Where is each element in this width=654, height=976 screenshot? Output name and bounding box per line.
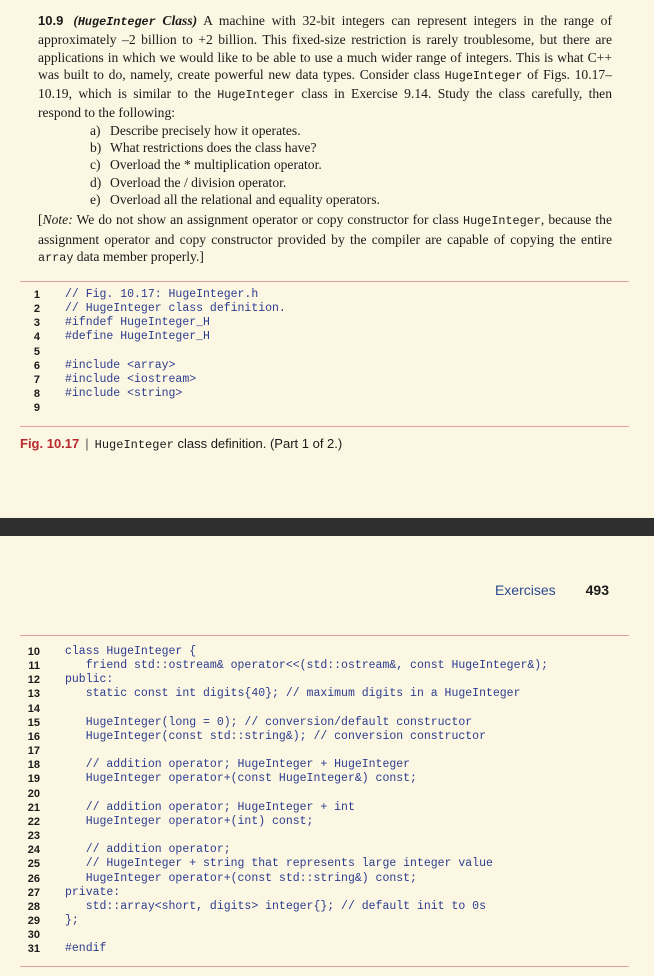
code-text: std::array<short, digits> integer{}; // default init to 0s [65,899,486,913]
figure-caption [20,436,342,452]
line-number: 13 [27,688,40,701]
line-number: 21 [27,801,40,814]
question-item [90,191,612,208]
question-text: Describe precisely how it operates. [110,122,301,138]
class-ref-2: HugeInteger [217,88,296,103]
line-number: 22 [27,815,40,828]
note-text-b: , because the assignment operator and copy constructor provided by the compiler are capable of copying the entire [38,212,612,247]
code-text: private: [65,885,121,899]
question-letter: b) [90,140,102,156]
note-class: HugeInteger [463,214,541,229]
exercise-note: [Note: We do not show an assignment operator or copy constructor for class HugeInteger, because the assignment operator and copy constructor provided by the compiler are capable of copying the entire array data member properly.] [38,212,612,265]
code-line [20,659,629,673]
line-number: 28 [27,900,40,913]
note-text-a: We do not show an assignment operator or copy constructor for class [72,212,463,228]
code-line [20,857,629,871]
code-text: HugeInteger operator+(int) const; [65,814,314,828]
exercise-intro [38,12,612,122]
code-line [20,373,629,387]
line-number: 16 [27,730,40,743]
code-text: class HugeInteger { [65,645,197,658]
code-line [20,288,629,302]
line-number: 19 [27,773,40,786]
code-line [20,345,629,359]
code-text: HugeInteger operator+(const HugeInteger&) const; [65,772,417,786]
code-line [20,928,629,942]
code-line [20,302,629,316]
question-letter: c) [90,157,101,173]
code-text: HugeInteger(long = 0); // conversion/default constructor [65,715,473,729]
note-text-c: data member properly.] [73,248,204,264]
code-line [20,730,629,744]
question-item [90,174,612,191]
code-text: HugeInteger(const std::string&); // conversion constructor [65,729,486,743]
code-rule-bottom-2 [20,966,629,967]
code-line [20,829,629,843]
line-number: 25 [27,858,40,871]
page-divider [0,518,654,536]
line-number: 2 [33,303,40,316]
running-head [495,582,609,600]
intro-text-b: of Figs. 10.17–10.19, which is similar to the [38,66,612,102]
line-number: 24 [27,844,40,857]
line-number: 23 [27,830,40,843]
code-line [20,401,629,415]
code-text: // addition operator; HugeInteger + int [65,800,355,814]
code-text: friend std::ostream& operator<<(std::ostream&, const HugeInteger&); [65,659,549,673]
line-number: 27 [27,886,40,899]
code-text: #include <string> [65,387,183,401]
section-name: Exercises [494,582,556,598]
code-line [20,942,629,956]
code-text: public: [65,673,114,687]
code-listing-part1 [20,288,629,415]
code-line [20,702,629,716]
line-number: 4 [33,331,40,344]
code-rule-bottom [20,426,629,427]
line-number: 7 [33,373,40,386]
code-line [20,673,629,687]
code-text: // addition operator; [65,843,231,857]
question-letter: e) [90,191,101,207]
code-text: // HugeInteger class definition. [65,302,286,316]
question-item [90,122,612,139]
code-line [20,772,629,786]
question-text: What restrictions does the class have? [110,140,317,156]
code-line [20,359,629,373]
caption-class: HugeInteger [94,438,174,452]
code-line [20,316,629,330]
code-text: #ifndef HugeInteger_H [65,316,210,330]
code-line [20,716,629,730]
code-text: // addition operator; HugeInteger + HugeInteger [65,758,411,772]
intro-text-c: class in Exercise 9.14. Study the class carefully, then respond to the following: [38,86,612,121]
question-text: Overload the * multiplication operator. [110,157,322,173]
line-number: 29 [27,914,40,927]
question-list [38,122,612,208]
code-line [20,645,629,659]
code-text: static const int digits{40}; // maximum digits in a HugeInteger [65,687,521,701]
code-text: #include <array> [65,358,176,372]
code-text: }; [65,913,79,927]
question-letter: d) [90,174,102,190]
code-text: // Fig. 10.17: HugeInteger.h [65,288,259,301]
exercise-10-9 [38,12,612,267]
code-text: #define HugeInteger_H [65,330,210,344]
caption-separator: | [85,436,89,451]
exercise-number: 10.9 [38,13,64,28]
class-ref-1: HugeInteger [444,68,523,83]
line-number: 12 [27,674,40,687]
line-number: 20 [27,787,40,800]
question-item [90,156,612,173]
code-line [20,801,629,815]
code-text: #endif [65,942,107,956]
code-line [20,886,629,900]
line-number: 10 [27,646,40,658]
code-text: // HugeInteger + string that represents large integer value [65,857,493,871]
question-text: Overload all the relational and equality operators. [110,191,380,207]
question-text: Overload the / division operator. [110,174,287,190]
code-rule-top [20,281,629,282]
code-listing-part2 [20,645,629,956]
line-number: 8 [33,388,40,401]
code-line [20,387,629,401]
line-number: 14 [27,702,40,715]
line-number: 18 [27,759,40,772]
code-line [20,330,629,344]
line-number: 26 [27,872,40,885]
code-rule-top-2 [20,635,629,636]
caption-text: class definition. (Part 1 of 2.) [173,436,343,451]
exercise-title-class: HugeInteger [77,15,156,29]
line-number: 9 [33,402,40,415]
note-label: Note: [42,212,73,228]
code-line [20,815,629,829]
code-line [20,872,629,886]
code-line [20,900,629,914]
code-text: HugeInteger operator+(const std::string&) const; [65,871,417,885]
code-text: #include <iostream> [65,372,197,386]
line-number: 6 [33,359,40,372]
line-number: 31 [27,943,40,956]
code-line [20,687,629,701]
line-number: 5 [33,345,40,358]
line-number: 17 [27,745,40,758]
exercise-title-word: Class [162,13,193,28]
line-number: 30 [27,929,40,942]
code-line [20,914,629,928]
page-number: 493 [585,582,609,598]
code-line [20,787,629,801]
code-line [20,843,629,857]
code-line [20,758,629,772]
note-array: array [38,250,74,265]
line-number: 15 [27,716,40,729]
figure-label: Fig. 10.17 [20,436,80,451]
question-item [90,139,612,156]
question-letter: a) [90,122,101,138]
book-page-bottom [0,536,654,976]
line-number: 11 [28,660,40,673]
intro-text-a: A machine with 32-bit integers can represent integers in the range of approximately –2 billion to +2 billion. This fixed-size restriction is rarely troublesome, but there are applications in which we would like to be able to use a much wider range of integers. This is what C++ was built to do, namely, create powerful new data types. Consider class [38,13,612,82]
exercise-title: (HugeInteger Class) [73,13,198,29]
line-number: 1 [33,289,40,301]
line-number: 3 [33,317,40,330]
code-line [20,744,629,758]
